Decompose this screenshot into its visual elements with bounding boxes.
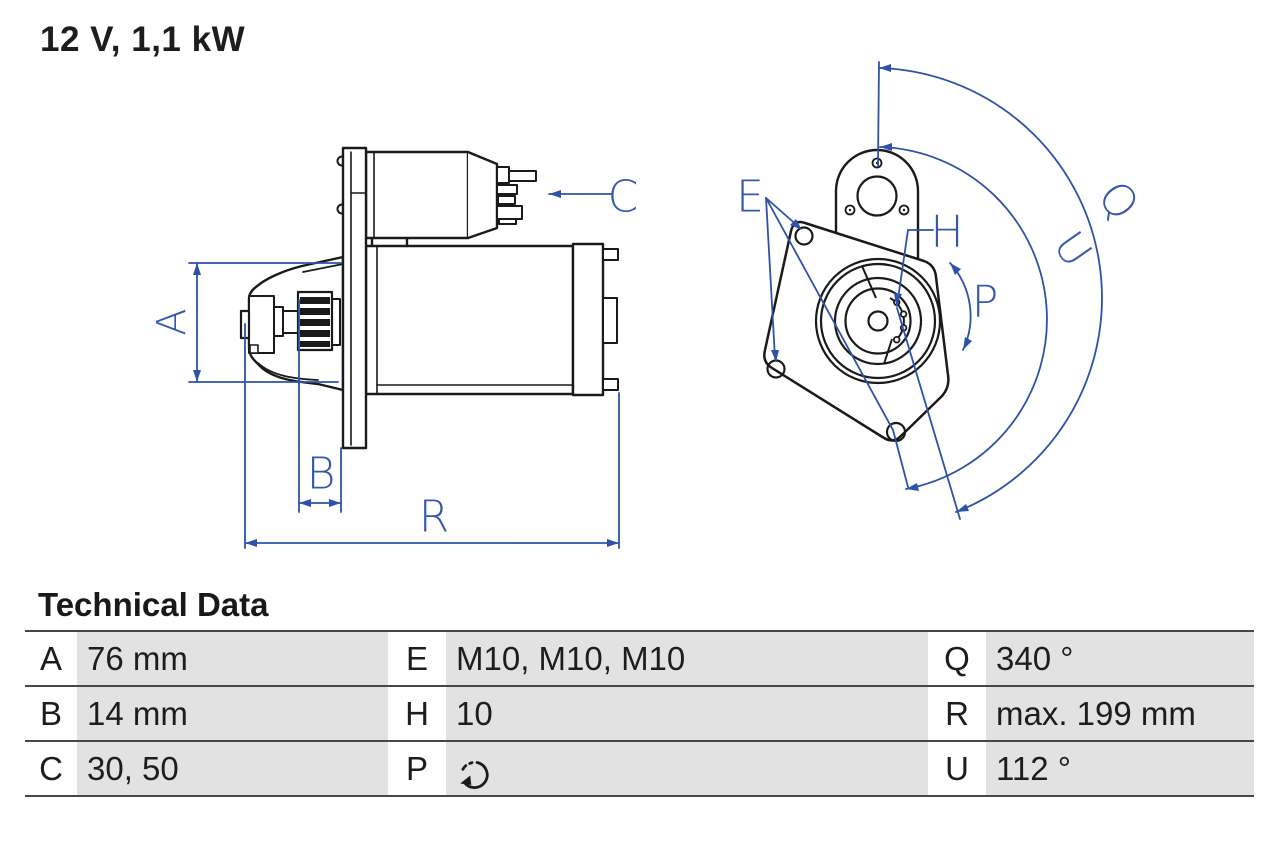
spec-key-c: C (25, 742, 77, 795)
spec-key-r: R (928, 687, 986, 740)
side-view-drawing (241, 148, 618, 448)
dim-label-u: U (1044, 222, 1102, 276)
dim-label-p: P (971, 276, 999, 328)
spec-value-u: 112 ° (986, 742, 1254, 795)
motor-end-cap (573, 244, 603, 395)
front-view-drawing (764, 150, 948, 441)
dim-label-h: H (930, 206, 964, 258)
table-row (25, 740, 1254, 797)
dim-label-b: B (306, 448, 336, 500)
motor-body (366, 246, 573, 394)
table-heading: Technical Data (38, 586, 269, 623)
spec-value-r: max. 199 mm (986, 687, 1254, 740)
rotation-arc-p (950, 263, 971, 350)
spec-key-h: H (388, 687, 446, 740)
spec-key-q: Q (928, 632, 986, 685)
solenoid-terminals (497, 167, 536, 224)
table-row (25, 630, 1254, 685)
spec-key-p: P (388, 742, 446, 795)
technical-data-table (25, 630, 1254, 797)
dim-label-c: C (607, 171, 639, 223)
spec-value-q: 340 ° (986, 632, 1254, 685)
spec-key-b: B (25, 687, 77, 740)
dim-label-e: E (736, 171, 764, 223)
spec-value-c: 30, 50 (77, 742, 388, 795)
spec-value-b: 14 mm (77, 687, 388, 740)
dim-label-q: Q (1087, 171, 1149, 231)
spec-value-h: 10 (446, 687, 928, 740)
table-row (25, 685, 1254, 740)
dim-label-a: A (149, 308, 195, 336)
spec-value-p (446, 742, 928, 795)
solenoid (366, 152, 468, 238)
spec-key-a: A (25, 632, 77, 685)
spec-value-e: M10, M10, M10 (446, 632, 928, 685)
page-title: 12 V, 1,1 kW (40, 20, 246, 59)
spec-key-e: E (388, 632, 446, 685)
spec-value-a: 76 mm (77, 632, 388, 685)
spec-key-u: U (928, 742, 986, 795)
rotation-direction-icon (456, 756, 494, 794)
dim-label-r: R (418, 491, 450, 543)
